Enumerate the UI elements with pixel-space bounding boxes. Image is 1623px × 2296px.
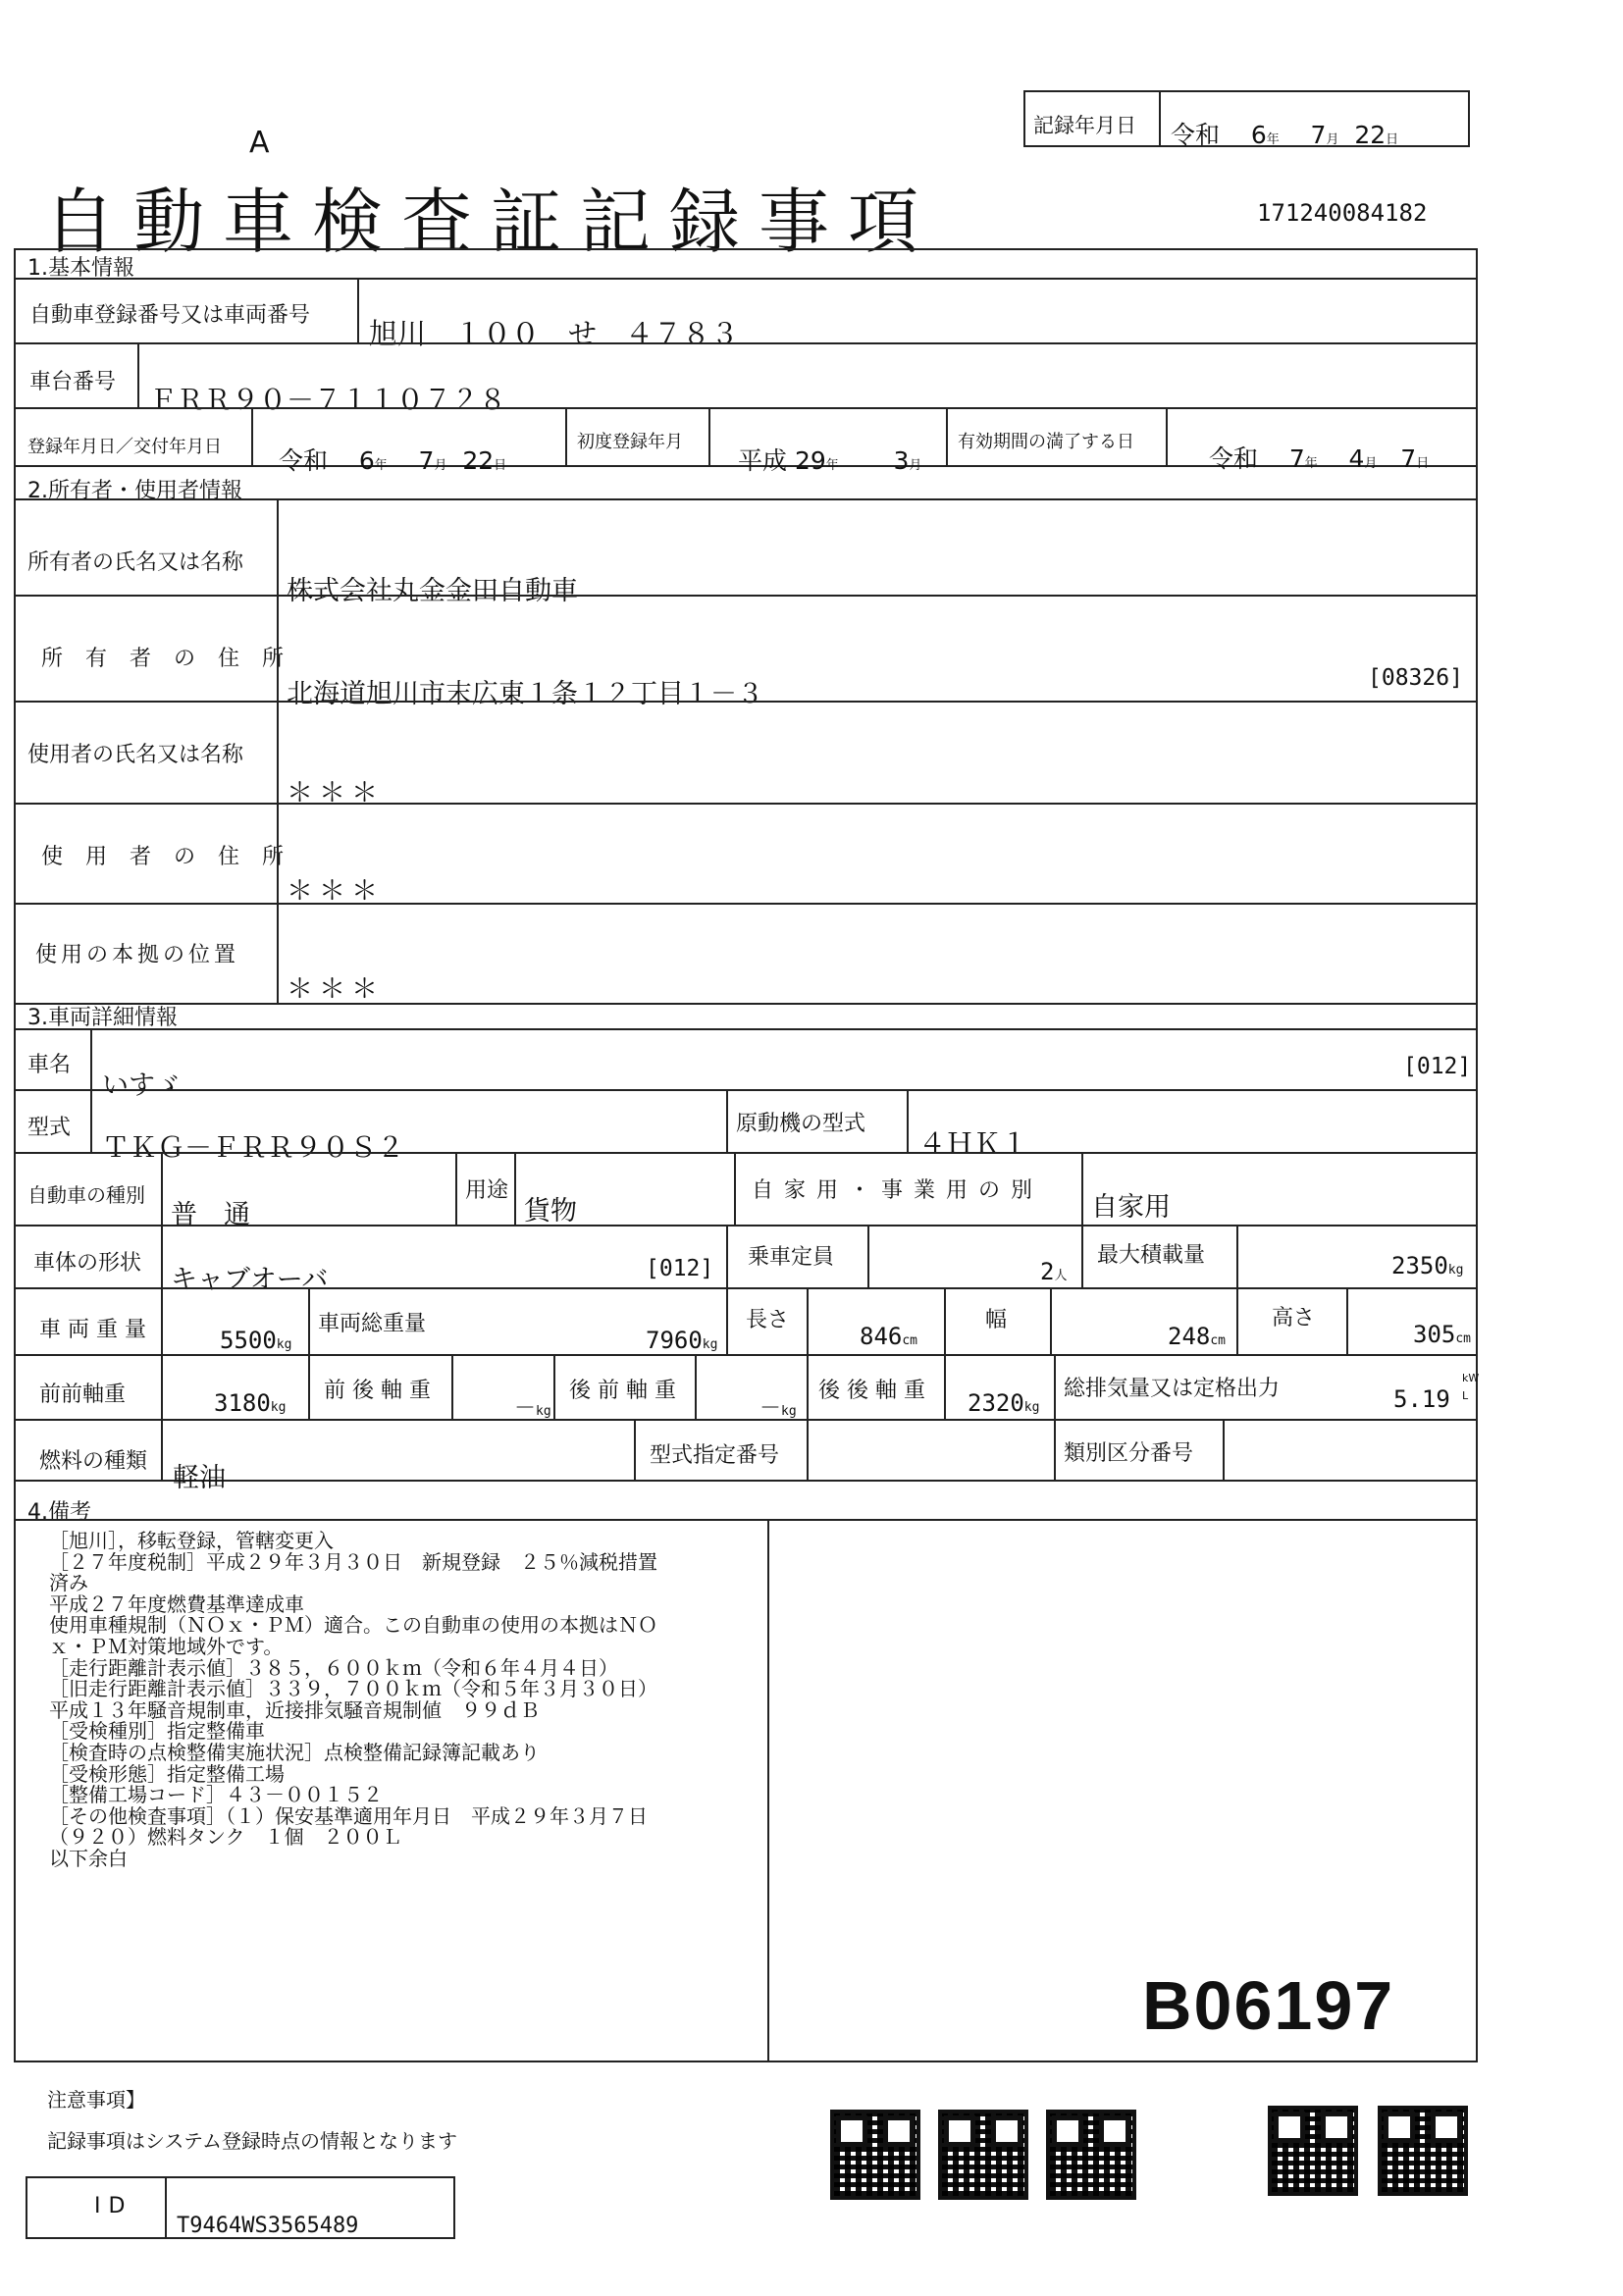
capacity-value: 2人 [1040, 1258, 1068, 1285]
width-label: 幅 [985, 1308, 1008, 1332]
engine-model-label: 原動機の型式 [736, 1112, 866, 1136]
record-date-value: 令和 6年 7月 22日 [1171, 121, 1399, 149]
make-code: [012] [1403, 1054, 1472, 1079]
rear-rear-axle-label: 後 後 軸 重 [818, 1379, 925, 1403]
registration-number-label: 自動車登録番号又は車両番号 [29, 303, 311, 328]
fuel-type-label: 燃料の種類 [39, 1449, 148, 1474]
user-address-label: 使 用 者 の 住 所 [41, 845, 291, 869]
model-label: 型式 [27, 1116, 72, 1140]
displacement-label: 総排気量又は定格出力 [1064, 1377, 1281, 1401]
page-title: 自動車検査証記録事項 [44, 181, 938, 263]
remarks-section-title: 4.備考 [27, 1500, 91, 1525]
type-approval-label: 型式指定番号 [650, 1443, 780, 1468]
length-label: 長さ [746, 1308, 790, 1332]
remarks-text: ［旭川］，移転登録，管轄変更入 ［２７年度税制］平成２９年３月３０日 新規登録 ２５％減税措置 済み 平成２７年度燃費基準達成車 使用車種規制（ＮＯｘ・ＰＭ）適合。この自動車の使用の本拠はＮＯ ｘ・ＰＭ対策地域外です。 ［走行距離計表示値］３８５，６００ｋｍ（令和６年４月４日） ［旧走行距離計表示値］３３９，７００ｋｍ（令和５年３月３０日） 平成１３年騒音規制車，近接排気騒音規制値 ９９ｄＢ ［受検種別］指定整備車 ［検査時の点検整備実施状況］点検整備記録簿記載あり ［受検形態］指定整備工場 ［整備工場コード］４３－００１５２ ［その他検査事項］（１）保安基準適用年月日 平成２９年３月７日 （９２０）燃料タンク １個 ２００Ｌ 以下余白 [49, 1529, 657, 1870]
private-business-label: 自 家 用 ・ 事 業 用 の 別 [752, 1178, 1034, 1203]
owner-address-label: 所 有 者 の 住 所 [41, 647, 291, 671]
width-value: 248cm [1168, 1323, 1227, 1350]
length-value: 846cm [860, 1323, 918, 1350]
model-value: ＴＫＧ－ＦＲＲ９０Ｓ２ [102, 1131, 405, 1164]
expiry-date-label: 有効期間の満了する日 [958, 432, 1134, 452]
user-address-value: ＊＊＊ [287, 876, 384, 907]
rear-front-axle-label: 後 前 軸 重 [569, 1379, 676, 1403]
rear-front-axle-value: －kg [759, 1396, 797, 1421]
max-load-value: 2350kg [1391, 1252, 1464, 1279]
base-location-value: ＊＊＊ [287, 974, 384, 1005]
vehicle-kind-value: 普 通 [171, 1200, 250, 1230]
user-name-label: 使用者の氏名又は名称 [27, 743, 244, 767]
vehicle-kind-label: 自動車の種別 [27, 1183, 145, 1207]
owner-section-title: 2.所有者・使用者情報 [27, 479, 242, 503]
fuel-type-value: 軽油 [173, 1463, 226, 1493]
qr-code-icon [1378, 2106, 1468, 2196]
basic-info-section [14, 248, 1478, 467]
first-registration-label: 初度登録年月 [577, 432, 683, 452]
expiry-date-value: 令和 7年 4月 7日 [1209, 444, 1430, 473]
registration-date-value: 令和 6年 7月 22日 [279, 446, 507, 475]
record-date-label: 記録年月日 [1033, 114, 1136, 137]
vehicle-weight-label: 車 両 重 量 [39, 1318, 146, 1342]
owner-address-value: 北海道旭川市末広東１条１２丁目１－３ [287, 679, 763, 709]
first-registration-value: 平成 29年 3月 [738, 446, 922, 475]
id-value: T9464WS3565489 [177, 2214, 359, 2238]
body-shape-value: キャブオーバ [171, 1265, 329, 1295]
owner-name-label: 所有者の氏名又は名称 [27, 550, 244, 575]
user-name-value: ＊＊＊ [287, 778, 384, 809]
body-shape-code: [012] [646, 1256, 714, 1281]
qr-code-icon [1046, 2110, 1136, 2200]
stock-number-stamp: B06197 [1142, 1967, 1395, 2044]
vehicle-weight-value: 5500kg [220, 1327, 292, 1354]
form-mark: A [249, 126, 270, 160]
registration-date-label: 登録年月日／交付年月日 [27, 437, 222, 457]
private-business-value: 自家用 [1091, 1192, 1171, 1223]
chassis-number-value: ＦＲＲ９０－７１１０７２８ [149, 384, 507, 416]
qr-code-icon [830, 2110, 920, 2200]
height-value: 305cm [1413, 1321, 1472, 1348]
max-load-label: 最大積載量 [1097, 1243, 1206, 1268]
notes-label: 注意事項】 [47, 2088, 145, 2112]
chassis-number-label: 車台番号 [29, 370, 117, 394]
owner-name-value: 株式会社丸金金田自動車 [287, 576, 578, 606]
engine-model-value: ４ＨＫ１ [918, 1127, 1029, 1160]
front-rear-axle-value: －kg [514, 1396, 551, 1421]
displacement-value: 5.19 [1393, 1385, 1450, 1413]
body-shape-label: 車体の形状 [33, 1251, 142, 1276]
base-location-label: 使用の本拠の位置 [35, 943, 240, 967]
height-label: 高さ [1272, 1306, 1316, 1331]
displacement-unit: kW L [1462, 1372, 1480, 1402]
gross-weight-value: 7960kg [646, 1327, 718, 1354]
front-front-axle-label: 前前軸重 [39, 1383, 127, 1407]
front-rear-axle-label: 前 後 軸 重 [324, 1379, 431, 1403]
document-number: 171240084182 [1257, 199, 1428, 227]
use-label: 用途 [465, 1178, 509, 1203]
qr-code-icon [938, 2110, 1028, 2200]
basic-info-title: 1.基本情報 [27, 256, 134, 281]
gross-weight-label: 車両総重量 [318, 1312, 427, 1336]
notes-text: 記録事項はシステム登録時点の情報となります [47, 2129, 457, 2153]
class-number-label: 類別区分番号 [1064, 1441, 1194, 1466]
capacity-label: 乗車定員 [748, 1245, 835, 1270]
registration-number-value: 旭川 １００ せ ４７８３ [369, 317, 740, 350]
use-value: 貨物 [524, 1196, 577, 1226]
rear-rear-axle-value: 2320kg [968, 1389, 1040, 1417]
front-front-axle-value: 3180kg [214, 1389, 287, 1417]
qr-code-icon [1268, 2106, 1358, 2196]
make-value: いすゞ [102, 1070, 182, 1101]
make-label: 車名 [27, 1053, 72, 1077]
id-label: ID [94, 2194, 133, 2218]
vehicle-section-title: 3.車両詳細情報 [27, 1006, 178, 1030]
owner-address-code: [08326] [1368, 665, 1463, 691]
